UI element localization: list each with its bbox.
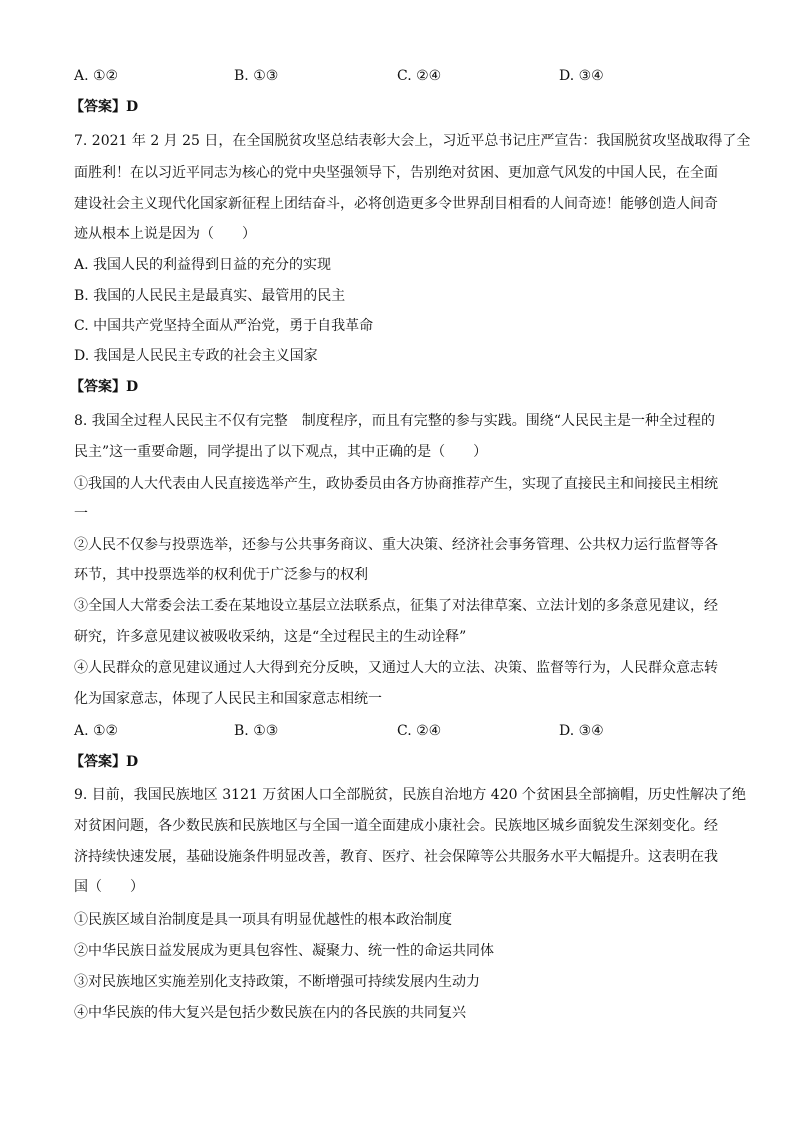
q8-statement-1-line-2: 一 xyxy=(74,506,88,522)
q8-option-b: B. ①③ xyxy=(234,723,279,739)
q8-statement-4-line-1: ④人民群众的意见建议通过人大得到充分反映，又通过人大的立法、决策、监督等行为，人民群众意志转 xyxy=(74,660,718,676)
q7-stem-line-2: 面胜利！在以习近平同志为核心的党中央坚强领导下，告别绝对贫困、更加意气风发的中国人民，在全面 xyxy=(74,165,718,181)
q8-statement-3-line-1: ③全国人大常委会法工委在某地设立基层立法联系点，征集了对法律草案、立法计划的多条意见建议，经 xyxy=(74,598,718,614)
q6-answer xyxy=(70,97,138,117)
q8-option-c: C. ②④ xyxy=(397,723,442,739)
q8-answer-label: 【答案】 xyxy=(70,754,126,770)
q8-stem-line-1: 8. 我国全过程人民民主不仅有完整 制度程序，而且有完整的参与实践。围绕“人民民主是一种全过程的 xyxy=(74,413,715,429)
q8-answer xyxy=(70,752,138,772)
q6-option-c: C. ②④ xyxy=(397,68,442,84)
q7-option-c: C. 中国共产党坚持全面从严治党，勇于自我革命 xyxy=(74,318,374,334)
q9-stem-line-2: 对贫困问题，各少数民族和民族地区与全国一道全面建成小康社会。民族地区城乡面貌发生深刻变化。经 xyxy=(74,818,718,834)
q6-option-d: D. ③④ xyxy=(559,68,604,84)
q7-answer-value: D xyxy=(126,379,139,395)
q7-answer xyxy=(70,377,138,397)
q6-answer-value: D xyxy=(126,99,139,115)
q8-stem-line-2: 民主”这一重要命题，同学提出了以下观点，其中正确的是（ ） xyxy=(74,444,488,460)
q9-statement-1: ①民族区域自治制度是具一项具有明显优越性的根本政治制度 xyxy=(74,912,452,928)
q7-stem-line-3: 建设社会主义现代化国家新征程上团结奋斗，必将创造更多令世界刮目相看的人间奇迹！能够创造人间奇 xyxy=(74,196,718,212)
q8-statement-3-line-2: 研究，许多意见建议被吸收采纳，这是“全过程民主的生动诠释” xyxy=(74,629,467,645)
q7-stem-line-1: 7. 2021 年 2 月 25 日，在全国脱贫攻坚总结表彰大会上，习近平总书记庄严宣告：我国脱贫攻坚战取得了全 xyxy=(74,133,751,149)
q6-option-b: B. ①③ xyxy=(234,68,279,84)
q6-answer-label: 【答案】 xyxy=(70,99,126,115)
q8-statement-4-line-2: 化为国家意志，体现了人民民主和国家意志相统一 xyxy=(74,691,382,707)
q7-option-d: D. 我国是人民民主专政的社会主义国家 xyxy=(74,348,318,364)
q8-statement-2-line-1: ②人民不仅参与投票选举，还参与公共事务商议、重大决策、经济社会事务管理、公共权力运行监督等各 xyxy=(74,537,718,553)
q9-stem-line-4: 国（ ） xyxy=(74,879,144,895)
q9-statement-2: ②中华民族日益发展成为更具包容性、凝聚力、统一性的命运共同体 xyxy=(74,943,494,959)
q7-answer-label: 【答案】 xyxy=(70,379,126,395)
q8-statement-1-line-1: ①我国的人大代表由人民直接选举产生，政协委员由各方协商推荐产生，实现了直接民主和间接民主相统 xyxy=(74,476,718,492)
q7-stem-line-4: 迹从根本上说是因为（ ） xyxy=(74,226,256,242)
q6-option-a: A. ①② xyxy=(74,68,119,84)
q8-option-d: D. ③④ xyxy=(559,723,604,739)
q7-option-b: B. 我国的人民民主是最真实、最管用的民主 xyxy=(74,288,346,304)
q8-answer-value: D xyxy=(126,754,139,770)
q7-option-a: A. 我国人民的利益得到日益的充分的实现 xyxy=(74,257,332,273)
q8-option-a: A. ①② xyxy=(74,723,119,739)
q8-statement-2-line-2: 环节，其中投票选举的权利优于广泛参与的权利 xyxy=(74,567,368,583)
q9-statement-3: ③对民族地区实施差别化支持政策，不断增强可持续发展内生动力 xyxy=(74,974,480,990)
q9-statement-4: ④中华民族的伟大复兴是包括少数民族在内的各民族的共同复兴 xyxy=(74,1005,466,1021)
q9-stem-line-1: 9. 目前，我国民族地区 3121 万贫困人口全部脱贫，民族自治地方 420 个贫困县全部摘帽，历史性解决了绝 xyxy=(74,787,746,803)
q9-stem-line-3: 济持续快速发展，基础设施条件明显改善，教育、医疗、社会保障等公共服务水平大幅提升。这表明在我 xyxy=(74,849,718,865)
